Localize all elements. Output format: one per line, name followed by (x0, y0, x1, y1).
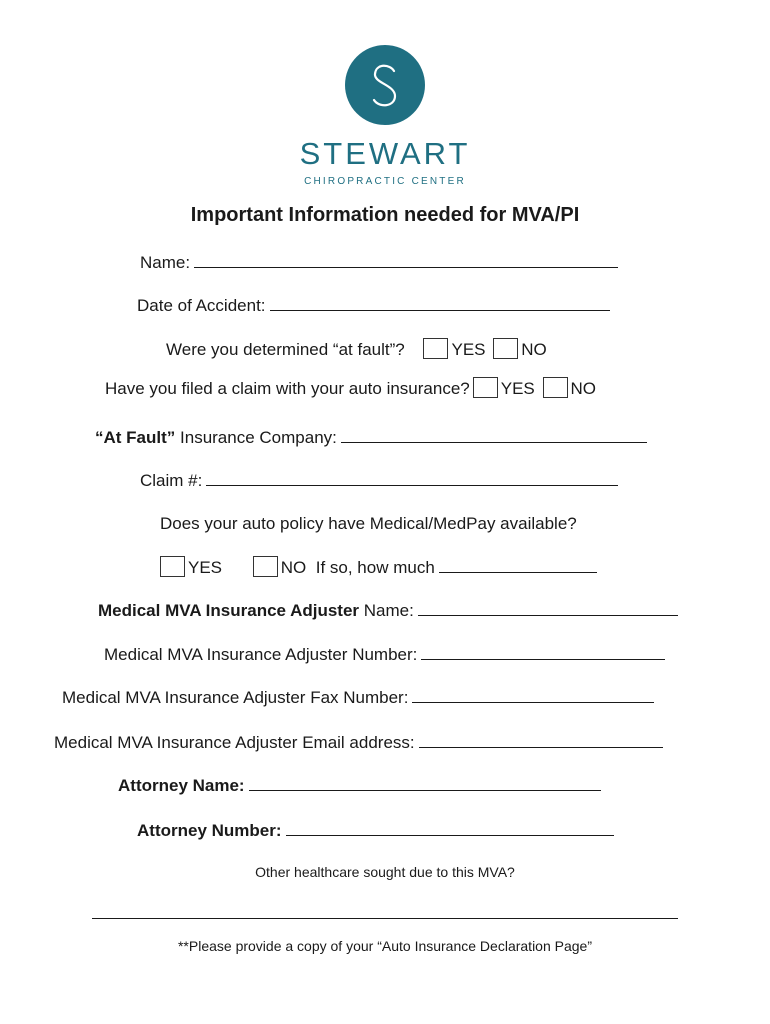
form-title: Important Information needed for MVA/PI (190, 204, 580, 226)
claim-number-row (140, 469, 618, 492)
insurance-company-field[interactable] (341, 426, 647, 443)
medpay-no-checkbox[interactable] (253, 556, 278, 577)
date-label: Date of Accident: (137, 296, 266, 315)
claim-filed-row (105, 377, 596, 400)
medpay-yes-checkbox[interactable] (160, 556, 185, 577)
attorney-number-row (137, 819, 614, 842)
name-row (140, 251, 618, 274)
date-row (137, 294, 610, 317)
fault-row (166, 338, 547, 361)
claim-no-checkbox[interactable] (543, 377, 568, 398)
claim-number-label: Claim #: (140, 471, 203, 490)
adjuster-fax-field[interactable] (412, 686, 654, 703)
adjuster-number-label: Medical MVA Insurance Adjuster Number: (104, 645, 418, 664)
attorney-name-row (118, 774, 601, 797)
fault-yes-label: YES (451, 340, 486, 359)
adjuster-name-row (98, 599, 678, 622)
claim-question: Have you filed a claim with your auto insurance? (105, 379, 470, 398)
brand-name: STEWART (299, 136, 471, 171)
claim-yes-label: YES (500, 379, 535, 398)
adjuster-email-label: Medical MVA Insurance Adjuster Email address: (54, 733, 415, 752)
at-fault-bold: “At Fault” (95, 428, 176, 447)
medpay-yes-label: YES (188, 558, 223, 577)
claim-yes-checkbox[interactable] (473, 377, 498, 398)
attorney-number-label: Attorney Number: (137, 821, 282, 840)
adjuster-fax-row (62, 686, 654, 709)
adjuster-email-row (54, 731, 663, 754)
brand-subtitle: CHIROPRACTIC CENTER (304, 176, 466, 187)
adjuster-name-label: Name: (363, 601, 414, 620)
adjuster-email-field[interactable] (419, 731, 663, 748)
s-monogram-icon (345, 45, 425, 125)
medpay-row (157, 556, 597, 579)
fault-question: Were you determined “at fault”? (166, 340, 405, 359)
medpay-question: Does your auto policy have Medical/MedPay available? (160, 514, 577, 533)
name-label: Name: (140, 253, 191, 272)
adjuster-fax-label: Medical MVA Insurance Adjuster Fax Number: (62, 688, 409, 707)
attorney-name-label: Attorney Name: (118, 776, 245, 795)
claim-number-field[interactable] (206, 469, 618, 486)
fault-no-label: NO (521, 340, 547, 359)
other-healthcare-question: Other healthcare sought due to this MVA? (255, 864, 515, 880)
other-healthcare-field[interactable] (92, 918, 678, 919)
how-much-label: If so, how much (315, 558, 435, 577)
adjuster-name-field[interactable] (418, 599, 678, 616)
adjuster-number-row (104, 643, 665, 666)
date-of-accident-field[interactable] (270, 294, 610, 311)
adjuster-bold: Medical MVA Insurance Adjuster (98, 601, 360, 620)
claim-no-label: NO (570, 379, 597, 398)
at-fault-insurance-row (95, 426, 647, 449)
footer-note: **Please provide a copy of your “Auto Insurance Declaration Page” (177, 938, 592, 954)
fault-yes-checkbox[interactable] (423, 338, 448, 359)
logo (345, 45, 425, 125)
name-field[interactable] (194, 251, 618, 268)
at-fault-label: Insurance Company: (180, 428, 337, 447)
medpay-no-label: NO (280, 558, 307, 577)
adjuster-number-field[interactable] (421, 643, 665, 660)
attorney-name-field[interactable] (249, 774, 601, 791)
how-much-field[interactable] (439, 556, 597, 573)
fault-no-checkbox[interactable] (493, 338, 518, 359)
attorney-number-field[interactable] (286, 819, 614, 836)
